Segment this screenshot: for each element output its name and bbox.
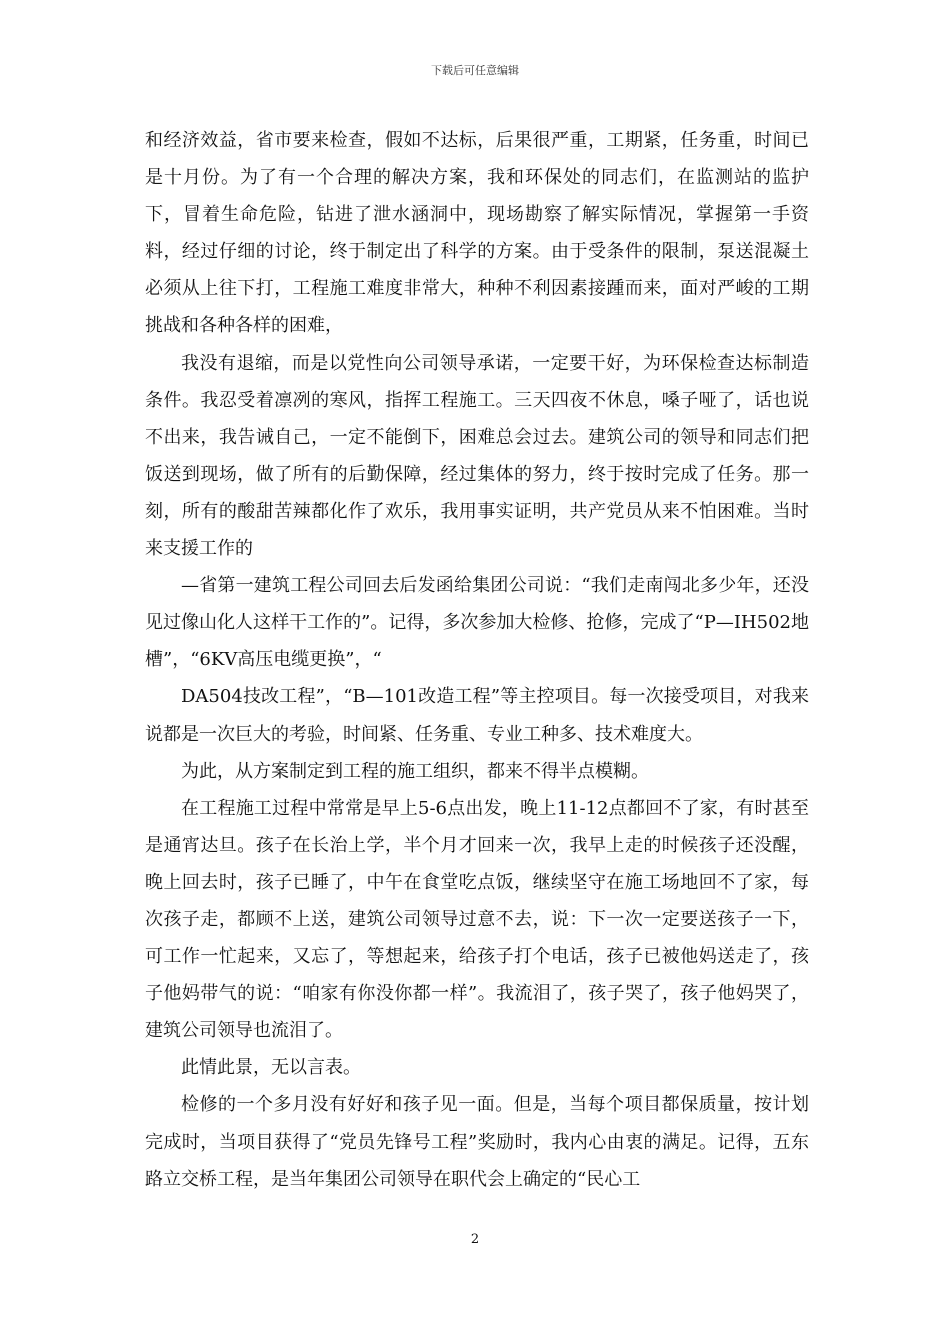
paragraph: DA504技改工程”，“B—101改造工程”等主控项目。每一次接受项目，对我来说都是一次巨大的考验，时间紧、任务重、专业工种多、技术难度大。 [145,686,809,745]
paragraph: 此情此景，无以言表。 [181,1057,361,1079]
paragraph: 为此，从方案制定到工程的施工组织，都来不得半点模糊。 [181,760,649,782]
document-body [145,122,809,1198]
page-header: 下载后可任意编辑 [431,64,519,77]
paragraph: —省第一建筑工程公司回去后发函给集团公司说：“我们走南闯北多少年，还没见过像山化人这样干工作的”。记得，多次参加大检修、抢修，完成了“P—IH502地槽”，“6KV高压电缆更换”，“ [145,575,809,671]
paragraph: 检修的一个多月没有好好和孩子见一面。但是，当每个项目都保质量，按计划完成时，当项目获得了“党员先锋号工程”奖励时，我内心由衷的满足。记得，五东路立交桥工程，是当年集团公司领导在职代会上确定的“民心工 [145,1094,809,1190]
paragraph: 在工程施工过程中常常是早上5-6点出发，晚上11-12点都回不了家，有时甚至是通宵达旦。孩子在长治上学，半个月才回来一次，我早上走的时候孩子还没醒，晚上回去时，孩子已睡了，中午在食堂吃点饭，继续坚守在施工场地回不了家，每次孩子走，都顾不上送，建筑公司领导过意不去，说：下一次一定要送孩子一下，可工作一忙起来，又忘了，等想起来，给孩子打个电话，孩子已被他妈送走了，孩子他妈带气的说：“咱家有你没你都一样”。我流泪了，孩子哭了，孩子他妈哭了，建筑公司领导也流泪了。 [145,797,809,1042]
paragraph: 我没有退缩，而是以党性向公司领导承诺，一定要干好，为环保检查达标制造条件。我忍受着凛冽的寒风，指挥工程施工。三天四夜不休息，嗓子哑了，话也说不出来，我告诫自己，一定不能倒下，困难总会过去。建筑公司的领导和同志们把饭送到现场，做了所有的后勤保障，经过集体的努力，终于按时完成了任务。那一刻，所有的酸甜苦辣都化作了欢乐，我用事实证明，共产党员从来不怕困难。当时来支援工作的 [145,352,809,560]
page-number: 2 [470,1232,480,1247]
paragraph: 和经济效益，省市要来检查，假如不达标，后果很严重，工期紧，任务重，时间已是十月份。为了有一个合理的解决方案，我和环保处的同志们，在监测站的监护下，冒着生命危险，钻进了泄水涵洞中，现场勘察了解实际情况，掌握第一手资料，经过仔细的讨论，终于制定出了科学的方案。由于受条件的限制，泵送混凝土必须从上往下打，工程施工难度非常大，种种不利因素接踵而来，面对严峻的工期挑战和各种各样的困难， [145,130,809,337]
